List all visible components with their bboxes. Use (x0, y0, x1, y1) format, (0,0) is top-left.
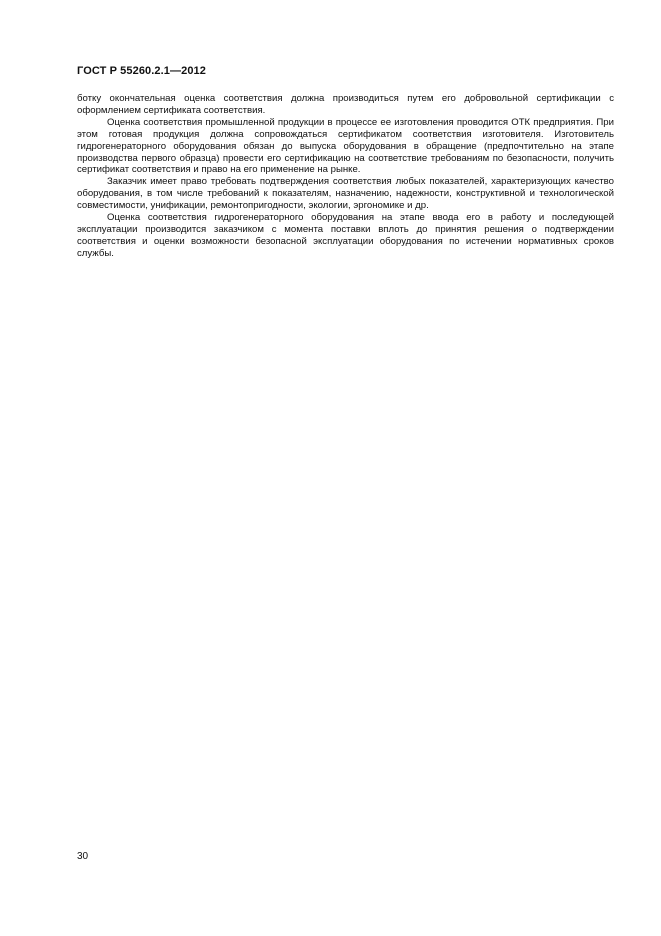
body-text (77, 93, 614, 260)
paragraph-1: ботку окончательная оценка соответствия должна производиться путем его добровольной сертификации с оформлением сертификата соответствия. (77, 93, 614, 116)
paragraph-2: Оценка соответствия промышленной продукции в процессе ее изготовления проводится ОТК предприятия. При этом готовая продукция должна сопровождаться сертификатом соответствия изготовителя. Изготовитель гидрогенераторного оборудования обязан до выпуска оборудования в обращение (предпочтительно на этапе производства первого образца) провести его сертификацию на соответствие требованиям по безопасности, получить сертификат соответствия и право на его применение на рынке. (77, 116, 614, 176)
paragraph-4: Оценка соответствия гидрогенераторного оборудования на этапе ввода его в работу и последующей эксплуатации производится заказчиком с момента поставки вплоть до принятия решения о подтверждении соответствия и оценки возможности безопасной эксплуатации оборудования по истечении нормативных сроков службы. (77, 212, 614, 259)
standard-code-header: ГОСТ Р 55260.2.1—2012 (77, 65, 206, 77)
page-number: 30 (77, 851, 89, 862)
paragraph-3: Заказчик имеет право требовать подтверждения соответствия любых показателей, характеризующих качество оборудования, в том числе требований к показателям, назначению, надежности, конструктивной и технологической совместимости, унификации, ремонтопригодности, экологии, эргономике и др. (77, 176, 614, 212)
